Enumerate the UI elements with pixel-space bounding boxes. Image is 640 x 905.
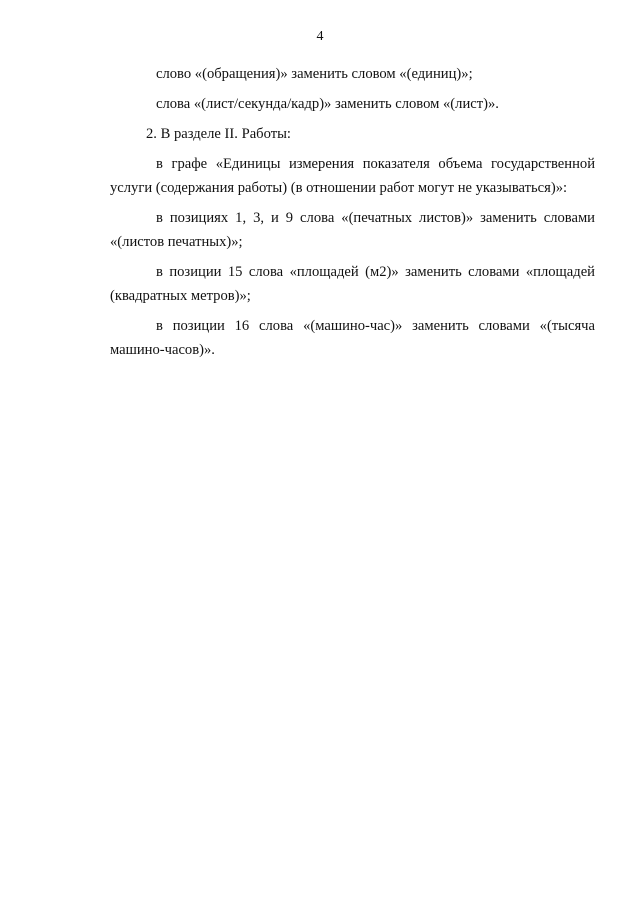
paragraph-replace-list-sekunda-kadr: слова «(лист/секунда/кадр)» заменить словом «(лист)». (156, 96, 499, 112)
section-heading-works: 2. В разделе II. Работы: (146, 126, 291, 142)
paragraph-replace-obrashcheniya: слово «(обращения)» заменить словом «(единиц)»; (156, 66, 473, 82)
paragraph-position-16: в позиции 16 слова «(машино-час)» заменить словами «(тысяча машино-часов)». (110, 318, 595, 358)
paragraph-positions-1-3-9: в позициях 1, 3, и 9 слова «(печатных листов)» заменить словами «(листов печатных)»; (110, 210, 595, 250)
page-number: 4 (316, 29, 324, 44)
document-body (110, 62, 595, 362)
paragraph-column-units: в графе «Единицы измерения показателя объема государственной услуги (содержания работы) (в отношении работ могут не указываться)»: (110, 156, 595, 196)
paragraph-position-15: в позиции 15 слова «площадей (м2)» заменить словами «площадей (квадратных метров)»; (110, 264, 595, 304)
